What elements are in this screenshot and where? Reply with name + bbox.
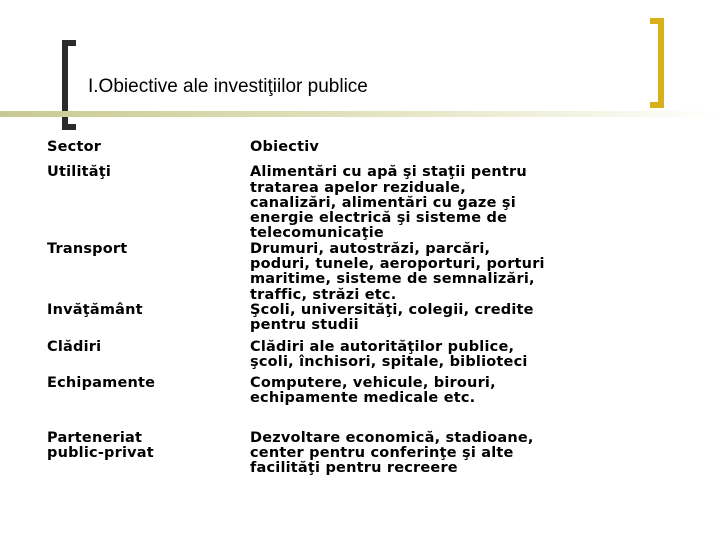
sector-line: Clădiri [47,338,102,355]
objective-cell [250,165,680,241]
objective-line: maritime, sisteme de semnalizări, [250,271,535,288]
sector-line: Invăţământ [47,301,143,318]
table-row-echipamente [47,376,687,407]
table-row-parteneriat [47,431,687,477]
sector-cell [47,431,250,477]
objective-line: Computere, vehicule, birouri, [250,375,496,392]
objective-line: canalizări, alimentări cu gaze şi [250,194,516,211]
objective-cell [250,242,680,303]
sector-cell [47,376,250,407]
objective-cell [250,376,680,407]
table-header-row [47,140,687,155]
slide-title: I.Obiective ale investiţiilor publice [88,76,368,97]
sector-line: Utilităţi [47,164,112,181]
sector-cell [47,242,250,303]
sector-cell [47,303,250,334]
sector-line: Echipamente [47,375,156,392]
objective-line: facilităţi pentru recreere [250,460,458,477]
objective-cell [250,303,680,334]
objective-line: tratarea apelor reziduale, [250,179,466,196]
objective-line: Alimentări cu apă şi staţii pentru [250,164,527,181]
objective-line: echipamente medicale etc. [250,390,476,407]
sector-objective-table [47,140,687,477]
objective-cell [250,340,680,371]
objective-line: center pentru conferinţe şi alte [250,445,514,462]
objective-line: Drumuri, autostrăzi, parcări, [250,240,491,257]
objective-line: traffic, străzi etc. [250,286,397,303]
objective-line: energie electrică şi sisteme de [250,210,508,227]
objective-cell [250,431,680,477]
right-bracket-decoration [650,18,664,108]
table-row-transport [47,242,687,303]
table-row-cladiri [47,340,687,371]
objective-line: Clădiri ale autorităţilor publice, [250,338,515,355]
objective-line: Şcoli, universităţi, colegii, credite [250,301,534,318]
objective-line: pentru studii [250,317,359,334]
objective-line: poduri, tunele, aeroporturi, porturi [250,256,545,273]
sector-line: Transport [47,240,128,257]
header-sector: Sector [47,139,102,155]
objective-line: şcoli, închisori, spitale, biblioteci [250,353,528,370]
sector-line: Parteneriat [47,429,143,446]
objective-line: telecomunicaţie [250,225,384,242]
objective-line: Dezvoltare economică, stadioane, [250,429,534,446]
table-row-invatamant [47,303,687,334]
title-divider [0,111,720,117]
sector-cell [47,165,250,241]
table-row-utilitati [47,165,687,241]
sector-cell [47,340,250,371]
sector-line: public-privat [47,445,154,462]
header-objective: Obiectiv [250,139,320,155]
